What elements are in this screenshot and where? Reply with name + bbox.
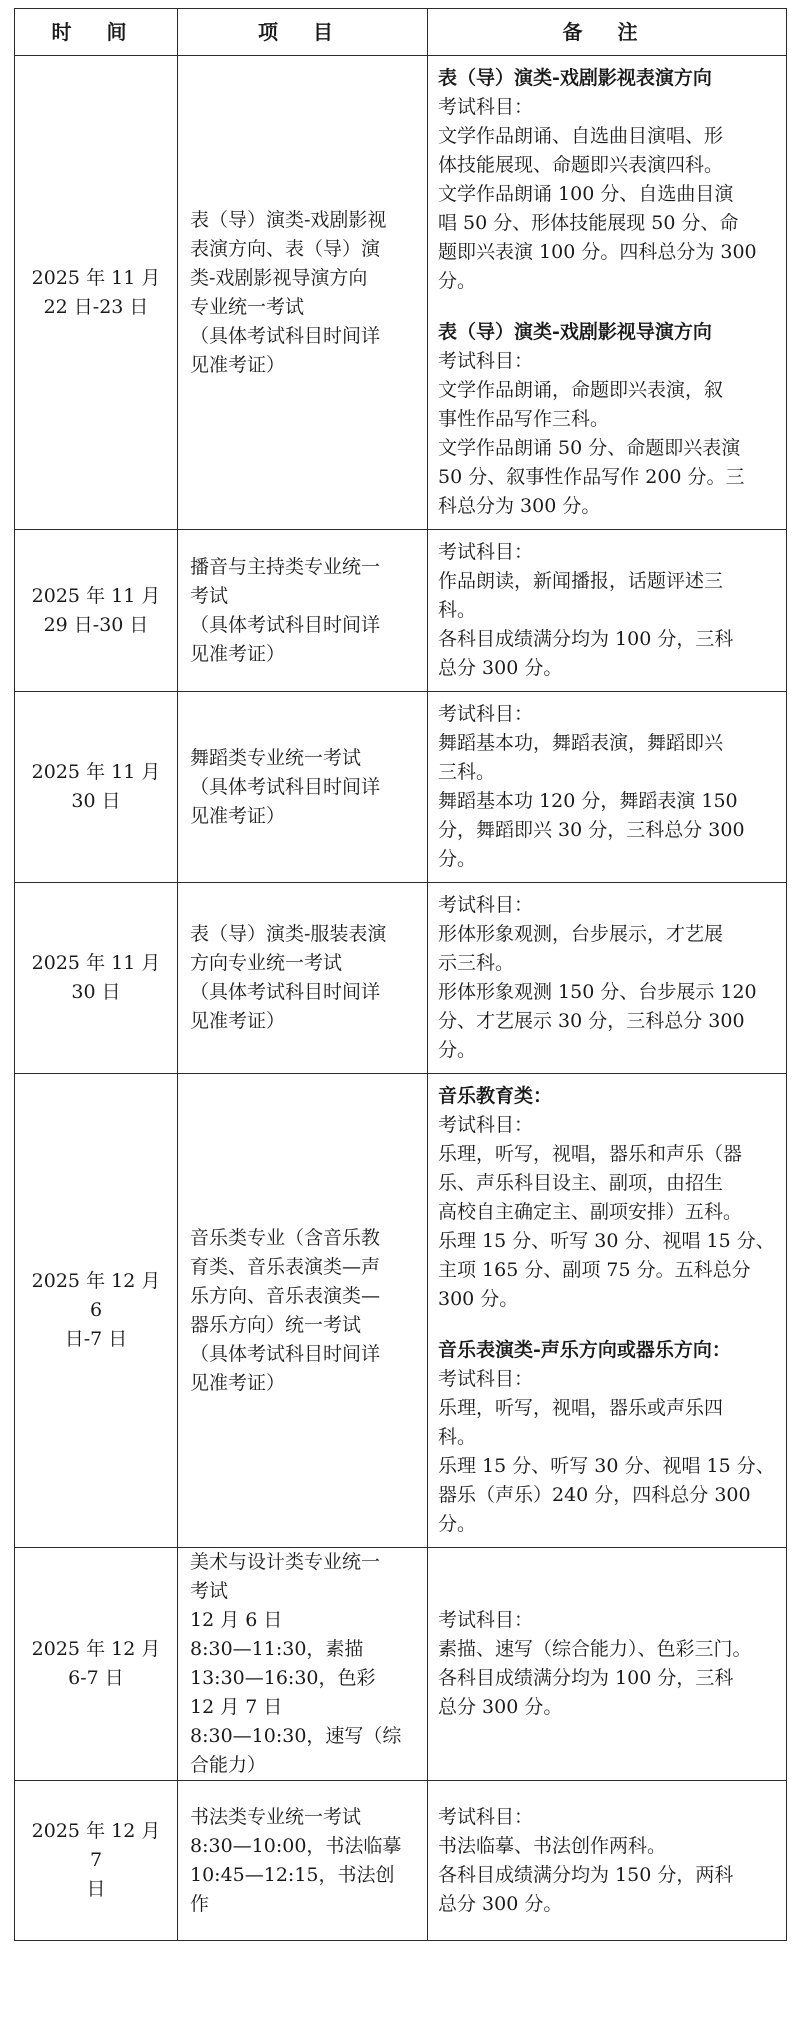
- note-line: 科。: [438, 599, 477, 621]
- time-line: 30 日: [71, 981, 121, 1003]
- time-line: 30 日: [71, 790, 121, 812]
- item-line: （具体考试科目时间详: [190, 613, 381, 636]
- note-line: 考试科目：: [438, 541, 534, 563]
- item-line: 表（导）演类-服装表演: [190, 923, 387, 945]
- item-line: 合能力）: [190, 1754, 267, 1776]
- time-cell: [15, 1074, 178, 1548]
- note-line: 考试科目：: [438, 1368, 534, 1390]
- note-line: 题即兴表演 100 分。四科总分为 300: [438, 241, 757, 263]
- item-line: 考试: [190, 584, 229, 607]
- note-line: 作品朗读，新闻播报，话题评述三: [438, 570, 724, 592]
- note-line: 素描、速写（综合能力）、色彩三门。: [438, 1638, 752, 1660]
- table-row: [15, 692, 787, 883]
- item-line: 专业统一考试: [190, 295, 305, 318]
- note-line: 分、才艺展示 30 分，三科总分 300: [438, 1010, 745, 1032]
- time-line: 2025 年 12 月 7: [31, 1820, 161, 1871]
- note-line: 300 分。: [438, 1288, 519, 1310]
- time-line: 日: [86, 1878, 106, 1900]
- item-line: 表（导）演类-戏剧影视: [190, 208, 387, 231]
- item-cell: [178, 692, 428, 883]
- note-line: 50 分、叙事性作品写作 200 分。三: [438, 466, 745, 488]
- item-line: 8:30—10:00，书法临摹: [190, 1834, 402, 1857]
- note-line: 示三科。: [438, 952, 515, 974]
- note-line: 乐理，听写，视唱，器乐或声乐四: [438, 1397, 724, 1419]
- note-line: 分。: [438, 1513, 477, 1535]
- item-line: 13:30—16:30，色彩: [190, 1667, 376, 1689]
- item-line: 见准考证）: [190, 804, 286, 827]
- note-line: 总分 300 分。: [438, 1892, 563, 1915]
- time-line: 6-7 日: [68, 1667, 124, 1689]
- block-gap: [438, 296, 778, 318]
- time-line: 2025 年 11 月: [31, 266, 161, 289]
- note-line: 乐理 15 分、听写 30 分、视唱 15 分、: [438, 1455, 775, 1477]
- time-cell: [15, 530, 178, 692]
- exam-schedule-table: [14, 8, 787, 1941]
- table-body: [15, 56, 787, 1941]
- note-line: 舞蹈基本功，舞蹈表演，舞蹈即兴: [438, 732, 724, 754]
- note-line: 主项 165 分、副项 75 分。五科总分: [438, 1259, 751, 1281]
- note-line: 考试科目：: [438, 350, 534, 372]
- note-heading: 表（导）演类-戏剧影视导演方向: [438, 321, 712, 343]
- item-cell: [178, 56, 428, 530]
- table-row: [15, 1781, 787, 1941]
- item-line: （具体考试科目时间详: [190, 1342, 381, 1365]
- time-cell: [15, 1548, 178, 1781]
- note-line: 形体形象观测，台步展示，才艺展: [438, 923, 724, 945]
- note-line: 总分 300 分。: [438, 657, 563, 679]
- note-line: 分。: [438, 1039, 477, 1061]
- note-line: 分，舞蹈即兴 30 分，三科总分 300: [438, 819, 745, 841]
- note-line: 文学作品朗诵，命题即兴表演，叙: [438, 379, 724, 401]
- note-line: 乐理，听写，视唱，器乐和声乐（器: [438, 1143, 743, 1165]
- table-row: [15, 883, 787, 1074]
- note-cell: [428, 1548, 787, 1781]
- note-line: 器乐（声乐）240 分，四科总分 300: [438, 1484, 751, 1506]
- time-cell: [15, 56, 178, 530]
- note-cell: [428, 692, 787, 883]
- item-line: 8:30—10:30，速写（综: [190, 1725, 402, 1747]
- item-line: （具体考试科目时间详: [190, 324, 381, 347]
- item-line: 12 月 6 日: [190, 1609, 283, 1631]
- time-line: 2025 年 12 月: [31, 1638, 161, 1660]
- item-line: 见准考证）: [190, 642, 286, 665]
- item-line: 美术与设计类专业统一: [190, 1551, 381, 1573]
- item-line: 10:45—12:15，书法创: [190, 1863, 395, 1886]
- note-line: 考试科目：: [438, 1114, 534, 1136]
- item-cell: [178, 1548, 428, 1781]
- note-line: 事性作品写作三科。: [438, 408, 610, 430]
- note-line: 乐、声乐科目设主、副项，由招生: [438, 1172, 724, 1194]
- note-cell: [428, 1781, 787, 1941]
- item-line: 育类、音乐表演类—声: [190, 1255, 381, 1278]
- table-row: [15, 530, 787, 692]
- item-line: 见准考证）: [190, 1010, 286, 1032]
- note-line: 分。: [438, 270, 477, 292]
- note-heading: 音乐表演类-声乐方向或器乐方向：: [438, 1339, 731, 1361]
- item-cell: [178, 530, 428, 692]
- note-cell: [428, 530, 787, 692]
- note-line: 舞蹈基本功 120 分，舞蹈表演 150: [438, 790, 738, 812]
- note-line: 分。: [438, 848, 477, 870]
- item-line: 8:30—11:30，素描: [190, 1638, 364, 1660]
- note-line: 考试科目：: [438, 894, 534, 916]
- item-line: 类-戏剧影视导演方向: [190, 266, 368, 289]
- item-line: 播音与主持类专业统一: [190, 555, 381, 578]
- time-cell: [15, 692, 178, 883]
- note-cell: [428, 56, 787, 530]
- note-line: 文学作品朗诵、自选曲目演唱、形: [438, 125, 724, 147]
- item-cell: [178, 1781, 428, 1941]
- note-line: 科。: [438, 1426, 477, 1448]
- header-note: 备 注: [428, 9, 787, 56]
- header-item: 项 目: [178, 9, 428, 56]
- note-line: 各科目成绩满分均为 100 分，三科: [438, 1667, 734, 1689]
- note-line: 各科目成绩满分均为 100 分，三科: [438, 628, 734, 650]
- item-cell: [178, 883, 428, 1074]
- note-heading: 表（导）演类-戏剧影视表演方向: [438, 67, 712, 89]
- header-time: 时 间: [15, 9, 178, 56]
- item-line: 12 月 7 日: [190, 1696, 283, 1718]
- note-line: 科总分为 300 分。: [438, 495, 601, 517]
- table-row: [15, 1548, 787, 1781]
- table-row: [15, 56, 787, 530]
- item-line: 表演方向、表（导）演: [190, 237, 381, 260]
- item-line: 舞蹈类专业统一考试: [190, 746, 362, 769]
- note-line: 书法临摹、书法创作两科。: [438, 1834, 667, 1857]
- note-cell: [428, 1074, 787, 1548]
- time-line: 22 日-23 日: [43, 295, 149, 318]
- item-line: 作: [190, 1892, 210, 1915]
- note-line: 考试科目：: [438, 1805, 534, 1828]
- time-line: 2025 年 11 月: [31, 761, 161, 783]
- time-cell: [15, 883, 178, 1074]
- time-line: 日-7 日: [64, 1328, 128, 1350]
- note-line: 形体形象观测 150 分、台步展示 120: [438, 981, 757, 1003]
- time-line: 2025 年 11 月: [31, 952, 161, 974]
- time-cell: [15, 1781, 178, 1941]
- note-cell: [428, 883, 787, 1074]
- item-line: 见准考证）: [190, 1371, 286, 1394]
- block-gap: [438, 1314, 778, 1336]
- item-line: 见准考证）: [190, 353, 286, 376]
- table-row: [15, 1074, 787, 1548]
- note-line: 唱 50 分、形体技能展现 50 分、命: [438, 212, 739, 234]
- note-line: 体技能展现、命题即兴表演四科。: [438, 154, 724, 176]
- item-line: 书法类专业统一考试: [190, 1805, 362, 1828]
- item-line: 音乐类专业（含音乐教: [190, 1226, 381, 1249]
- note-line: 三科。: [438, 761, 496, 783]
- item-line: 考试: [190, 1580, 229, 1602]
- item-line: （具体考试科目时间详: [190, 775, 381, 798]
- note-line: 高校自主确定主、副项安排）五科。: [438, 1201, 743, 1223]
- note-line: 文学作品朗诵 100 分、自选曲目演: [438, 183, 734, 205]
- header-row: [15, 9, 787, 56]
- item-cell: [178, 1074, 428, 1548]
- note-line: 考试科目：: [438, 703, 534, 725]
- item-line: 器乐方向）统一考试: [190, 1313, 362, 1336]
- time-line: 29 日-30 日: [43, 613, 149, 636]
- note-line: 文学作品朗诵 50 分、命题即兴表演: [438, 437, 741, 459]
- note-line: 乐理 15 分、听写 30 分、视唱 15 分、: [438, 1230, 775, 1252]
- time-line: 2025 年 12 月 6: [31, 1270, 161, 1321]
- note-line: 总分 300 分。: [438, 1696, 563, 1718]
- note-line: 考试科目：: [438, 96, 534, 118]
- item-line: 方向专业统一考试: [190, 952, 343, 974]
- item-line: 乐方向、音乐表演类—: [190, 1284, 381, 1307]
- time-line: 2025 年 11 月: [31, 584, 161, 607]
- note-heading: 音乐教育类：: [438, 1085, 553, 1107]
- note-line: 考试科目：: [438, 1609, 534, 1631]
- item-line: （具体考试科目时间详: [190, 981, 381, 1003]
- note-line: 各科目成绩满分均为 150 分，两科: [438, 1863, 734, 1886]
